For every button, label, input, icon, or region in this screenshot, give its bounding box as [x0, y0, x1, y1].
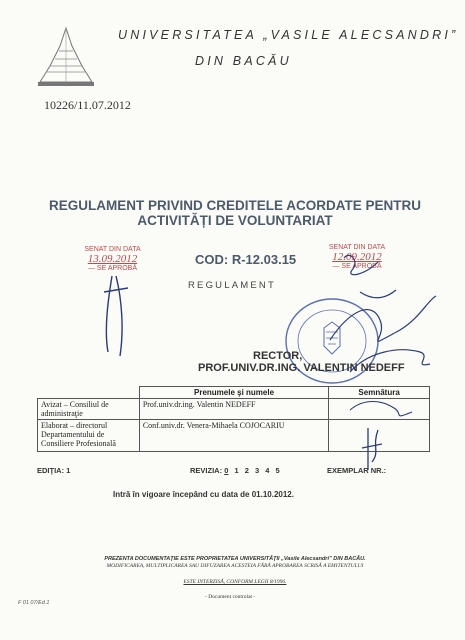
header-signature: Semnătura	[329, 387, 430, 399]
table-row	[38, 420, 430, 452]
stamp-right-date: 12.09.2012	[332, 251, 382, 263]
header-role	[38, 387, 140, 399]
registration-number: 10226/11.07.2012	[44, 98, 131, 112]
signature-left	[104, 276, 128, 356]
revision-value: 4	[265, 466, 270, 475]
senate-stamp-right	[316, 244, 398, 286]
university-logo	[36, 26, 96, 88]
row-signature	[329, 420, 430, 452]
footer-line-3: ESTE INTERZISĂ, CONFORM LEGII 8/1996.	[183, 579, 287, 585]
rector-title: RECTOR,	[253, 350, 303, 362]
exemplar-number: EXEMPLAR NR.:	[327, 466, 387, 475]
table-row	[38, 399, 430, 420]
revision-value: 1	[234, 466, 239, 475]
header-name: Prenumele şi numele	[139, 387, 328, 399]
revision-value: 3	[254, 466, 260, 475]
document-code: COD: R-12.03.15	[195, 252, 297, 267]
revision-value: 0	[224, 466, 229, 475]
edition: EDIŢIA: 1	[37, 466, 71, 475]
rector-name: PROF.UNIV.DR.ING. VALENTIN NEDEFF	[198, 362, 405, 374]
stamp-left-label: SENAT DIN DATA	[84, 246, 141, 253]
stamp-left-approve: — SE APROBĂ	[87, 265, 138, 272]
revision-label: REVIZIA:	[190, 466, 223, 475]
row-name: Prof.univ.dr.ing. Valentin NEDEFF	[139, 399, 328, 420]
title-line-1: REGULAMENT PRIVIND CREDITELE ACORDATE PENTRU	[48, 198, 421, 213]
revision-value: 5	[275, 466, 280, 475]
revision-value: 2	[244, 466, 249, 475]
row-role: Avizat – Consiliul de administraţie	[38, 399, 140, 420]
document-title	[40, 198, 430, 228]
university-city: DIN BACĂU	[195, 54, 292, 68]
effective-date: Intră în vigoare începând cu data de 01.10.2012.	[113, 490, 294, 499]
row-role: Elaborat – directorul Departamentului de Consiliere Profesională	[38, 420, 140, 452]
table-header-row	[38, 387, 430, 399]
senate-stamp-left	[75, 246, 150, 288]
stamp-right-approve: — SE APROBĂ	[332, 263, 382, 270]
signature-table	[37, 386, 430, 452]
controlled-copy: - Document controlat -	[205, 594, 256, 600]
footer-line-1: PREZENTA DOCUMENTAŢIE ESTE PROPRIETATEA UNIVERSITĂŢII „Vasile Alecsandri” DIN BACĂU.	[104, 556, 366, 562]
title-line-2: ACTIVITĂȚI DE VOLUNTARIAT	[137, 213, 333, 228]
stamp-right-label: SENAT DIN DATA	[328, 244, 386, 251]
row-name: Conf.univ.dr. Venera-Mihaela COJOCARIU	[139, 420, 328, 452]
university-name: UNIVERSITATEA „VASILE ALECSANDRI”	[118, 28, 459, 42]
document-type: REGULAMENT	[188, 280, 276, 291]
footer-notice	[45, 556, 425, 586]
stamp-left-date: 13.09.2012	[87, 253, 138, 265]
revision	[190, 466, 280, 475]
row-signature	[329, 399, 430, 420]
footer-line-2: MODIFICAREA, MULTIPLICAREA SAU DIFUZAREA ACESTEIA FĂRĂ APROBAREA SCRISĂ A EMITENTULUI	[106, 563, 364, 569]
form-code: F 01 07/Ed.1	[18, 600, 50, 606]
